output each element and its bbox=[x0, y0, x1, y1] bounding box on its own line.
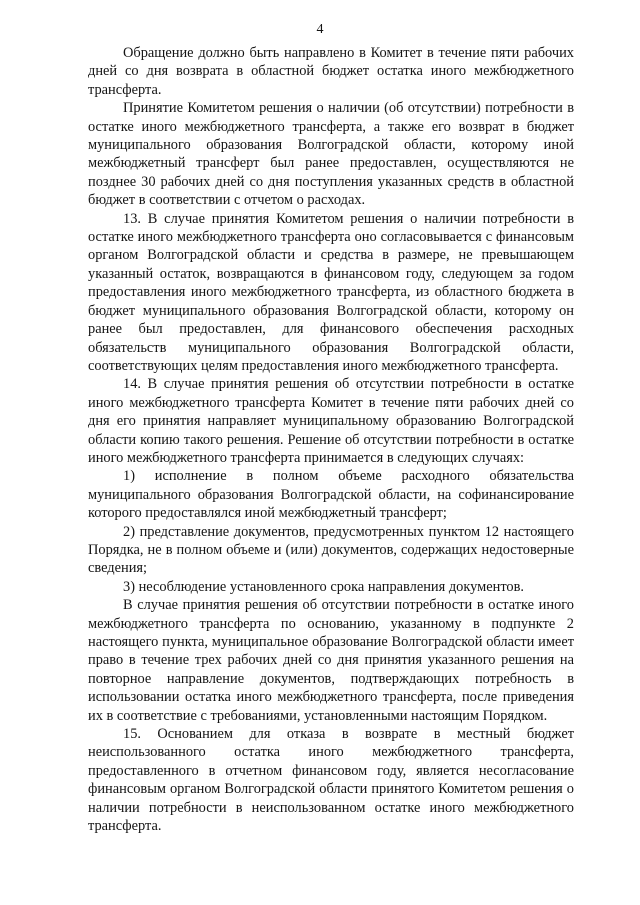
list-item-2: 2) представление документов, предусмотренных пунктом 12 настоящего Порядка, не в полном объеме и (или) документов, содержащих недостоверные сведения; bbox=[88, 523, 574, 577]
paragraph-clause-13: 13. В случае принятия Комитетом решения о наличии потребности в остатке иного межбюджетного трансферта оно согласовывается с финансовым органом Волгоградской области и средства в размере, не превышающем указанный остаток, возвращаются в финансовом году, следующем за годом предоставления иного межбюджетного трансферта, из областного бюджета в бюджет муниципального образования Волгоградской области, которому он ранее был предоставлен, для финансового обеспечения расходных обязательств муниципального образования Волгоградской области, соответствующих целям предоставления иного межбюджетного трансферта. bbox=[88, 210, 574, 374]
paragraph-appeal-deadline: Обращение должно быть направлено в Комитет в течение пяти рабочих дней со дня возврата в областной бюджет остатка иного межбюджетного трансферта. bbox=[88, 45, 574, 98]
paragraph-clause-15: 15. Основанием для отказа в возврате в местный бюджет неиспользованного остатка иного межбюджетного трансферта, предоставленного в отчетном финансовом году, является несогласование финансовым органом Волгоградской области принятого Комитетом решения о наличии потребности в неиспользованном остатке иного межбюджетного трансферта. bbox=[88, 726, 574, 835]
paragraph-clause-14: 14. В случае принятия решения об отсутствии потребности в остатке иного межбюджетного трансферта Комитет в течение пяти рабочих дней со дня его принятия направляет муниципальному образованию Волгоградской области копию такого решения. Решение об отсутствии потребности в остатке иного межбюджетного трансферта принимается в следующих случаях: bbox=[88, 376, 574, 466]
page-number: 4 bbox=[316, 22, 324, 37]
list-item-1: 1) исполнение в полном объеме расходного обязательства муниципального образования Волгоградской области, на софинансирование которого предоставлялся иной межбюджетный трансферт; bbox=[88, 468, 574, 522]
document-body bbox=[88, 44, 574, 835]
paragraph-committee-decision: Принятие Комитетом решения о наличии (об отсутствии) потребности в остатке иного межбюджетного трансферта, а также его возврат в бюджет муниципального образования Волгоградской области, которому иной межбюджетный трансферт был ранее предоставлен, осуществляются не позднее 30 рабочих дней со дня поступления указанных средств в областной бюджет в соответствии с отчетом о расходах. bbox=[88, 100, 574, 209]
list-item-3: 3) несоблюдение установленного срока направления документов. bbox=[123, 578, 525, 595]
paragraph-resubmission: В случае принятия решения об отсутствии потребности в остатке иного межбюджетного трансферта по основанию, указанному в подпункте 2 настоящего пункта, муниципальное образование Волгоградской области имеет право в течение трех рабочих дней со дня принятия указанного решения на повторное направление документов, подтверждающих потребность в использовании остатка иного межбюджетного трансферта, после приведения их в соответствие с требованиями, установленными настоящим Порядком. bbox=[88, 597, 574, 724]
